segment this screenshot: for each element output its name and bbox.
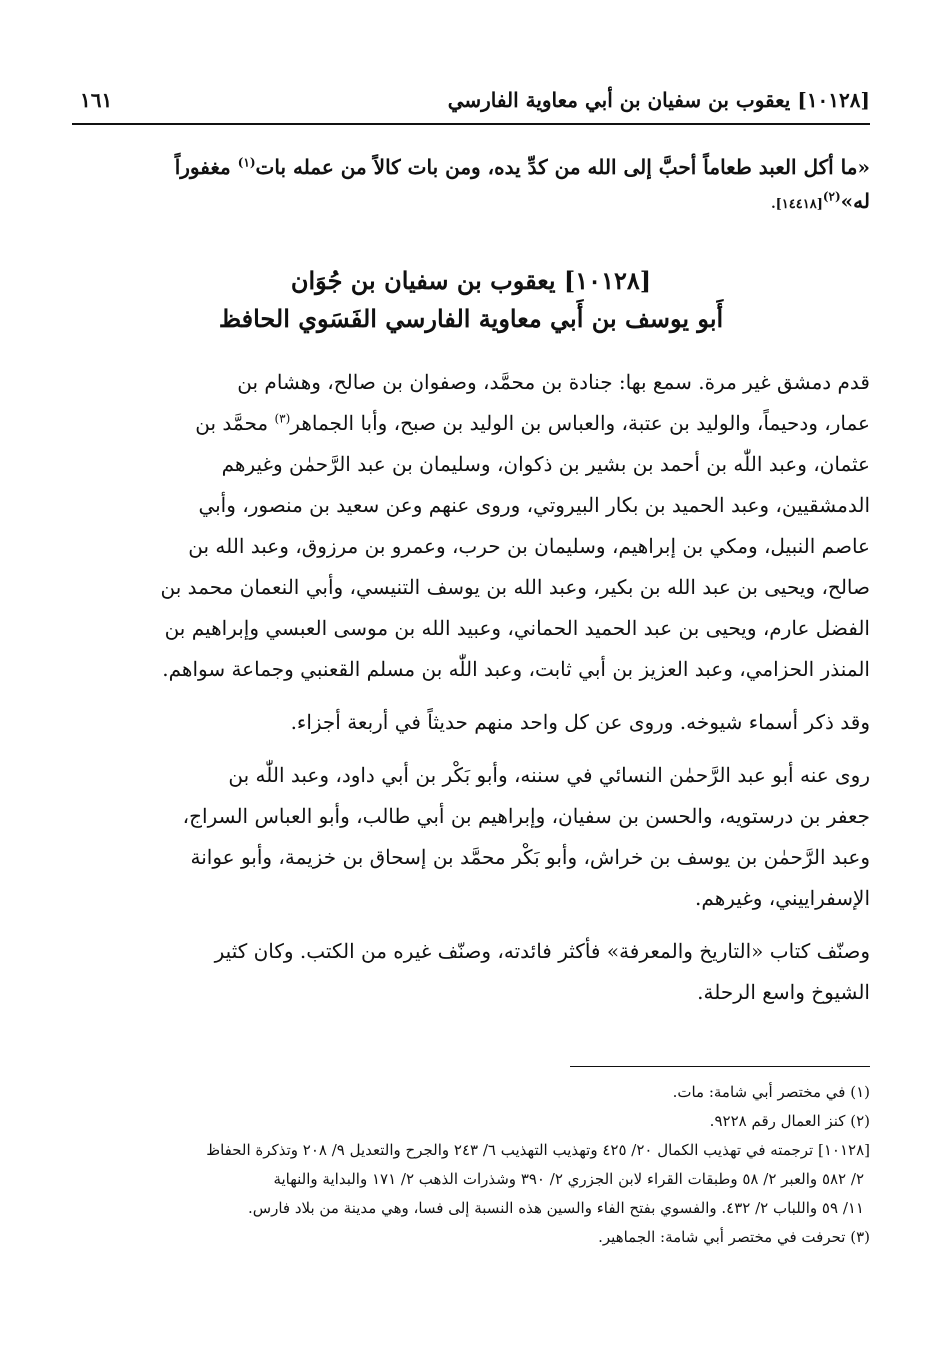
text-line: عثمان، وعبد اللّٰه بن أحمد بن بشير بن ذكوان، وسليمان بن عبد الرَّحمٰن وغيرهم <box>221 452 870 476</box>
running-title: [١٠١٢٨] يعقوب بن سفيان بن أبي معاوية الفارسي <box>447 88 870 112</box>
text-line: الدمشقيين، وعبد الحميد بن بكار البيروتي، وروى عنهم وعن سعيد بن منصور، وأبي <box>198 493 870 517</box>
paragraph-students <box>72 755 870 919</box>
footnote-ref-3: (٣) <box>274 411 291 426</box>
footnote-ref-2: (٢) <box>822 189 841 204</box>
text-line: عاصم النبيل، ومكي بن إبراهيم، وسليمان بن حرب، وعمرو بن مرزوق، وعبد الله بن <box>188 534 870 558</box>
text-line: روى عنه أبو عبد الرَّحمٰن النسائي في سننه، وأبو بَكْر بن أبي داود، وعبد اللّٰه بن <box>228 763 870 787</box>
text-line: صالح، ويحيى بن عبد الله بن بكير، وعبد الله بن يوسف التنيسي، وأبي النعمان محمد بن <box>160 575 870 599</box>
paragraph-gap <box>72 743 870 755</box>
entry-title-line-1: [١٠١٢٨] يعقوب بن سفيان بن جُوَان <box>290 266 652 295</box>
text-line: الفضل عارم، ويحيى بن عبد الحميد الحماني، وعبيد الله بن موسى العبسي وإبراهيم بن <box>164 616 870 640</box>
text-line: وصنّف كتاب «التاريخ والمعرفة» فأكثر فائدته، وصنّف غيره من الكتب. وكان كثير <box>214 939 870 963</box>
entry-heading <box>72 262 870 338</box>
footnote-entry-sources: [١٠١٢٨] ترجمته في تهذيب الكمال ٢٠/ ٤٢٥ وتهذيب التهذيب ٦/ ٢٤٣ والجرح والتعديل ٩/ ٢٠٨ وتذكرة الحفاظ <box>206 1141 870 1159</box>
text-line: عمار، ودحيماً، والوليد بن عتبة، والعباس بن الوليد بن صبح، وأبا الجماهر$^{(٣)}$ محمَّد بن <box>195 411 870 435</box>
text-line: وقد ذكر أسماء شيوخه. وروى عن كل واحد منهم حديثاً في أربعة أجزاء. <box>290 710 870 734</box>
footnote-3: (٣) تحرفت في مختصر أبي شامة: الجماهير. <box>598 1228 870 1246</box>
page-number: ١٦١ <box>80 88 113 112</box>
paragraph-gap <box>72 919 870 931</box>
text-line: الشيوخ واسع الرحلة. <box>697 980 870 1004</box>
paragraph-teachers <box>72 362 870 690</box>
footnote-rule <box>570 1066 870 1067</box>
text-line: وعبد الرَّحمٰن بن يوسف بن خراش، وأبو بَكْر محمَّد بن إسحاق بن خزيمة، وأبو عوانة <box>190 845 870 869</box>
text-line: قدم دمشق غير مرة. سمع بها: جنادة بن محمَّد، وصفوان بن صالح، وهشام بن <box>237 370 870 394</box>
text-line: المنذر الحزامي، وعبد العزيز بن أبي ثابت، وعبد اللّٰه بن مسلم القعنبي وجماعة سواهم. <box>162 657 870 681</box>
hadith-reference: [١٤٤١٨]. <box>771 197 823 212</box>
footnote-1: (١) في مختصر أبي شامة: مات. <box>672 1083 870 1101</box>
text-line: جعفر بن درستويه، والحسن بن سفيان، وإبراهيم بن أبي طالب، وأبو العباس السراج، <box>182 804 870 828</box>
header-rule <box>72 123 870 125</box>
page-header <box>72 88 870 122</box>
footnotes <box>72 1078 870 1252</box>
paragraph-works <box>72 931 870 1013</box>
hadith-quote <box>72 150 870 222</box>
hadith-line-2: له»$^{(٢)}$[١٤٤١٨]. <box>771 189 870 213</box>
footnote-2: (٢) كنز العمال رقم ٩٢٢٨. <box>709 1112 870 1130</box>
paragraph-sheikhs-note <box>72 702 870 743</box>
text-line: الإسفراييني، وغيرهم. <box>695 886 870 910</box>
footnote-entry-sources: ٢/ ٥٨٢ والعبر ٢/ ٥٨ وطبقات القراء لابن الجزري ٢/ ٣٩٠ وشذرات الذهب ٢/ ١٧١ والبداية والنهاية <box>273 1170 864 1188</box>
paragraph-gap <box>72 690 870 702</box>
body-text <box>72 362 870 1013</box>
footnote-entry-sources: ١١/ ٥٩ واللباب ٢/ ٤٣٢. والفسوي بفتح الفاء والسين هذه النسبة إلى فسا، وهي مدينة من بلاد فارس. <box>248 1199 864 1217</box>
footnote-ref-1: (١) <box>237 155 256 170</box>
entry-title-line-2: أَبو يوسف بن أَبي معاوية الفارسي الفَسَوي الحافظ <box>218 304 724 333</box>
hadith-line-1: «ما أكل العبد طعاماً أحبَّ إلى الله من كدِّ يده، ومن بات كالاً من عمله بات$^{(١)}$ مغفوراً <box>174 155 870 179</box>
